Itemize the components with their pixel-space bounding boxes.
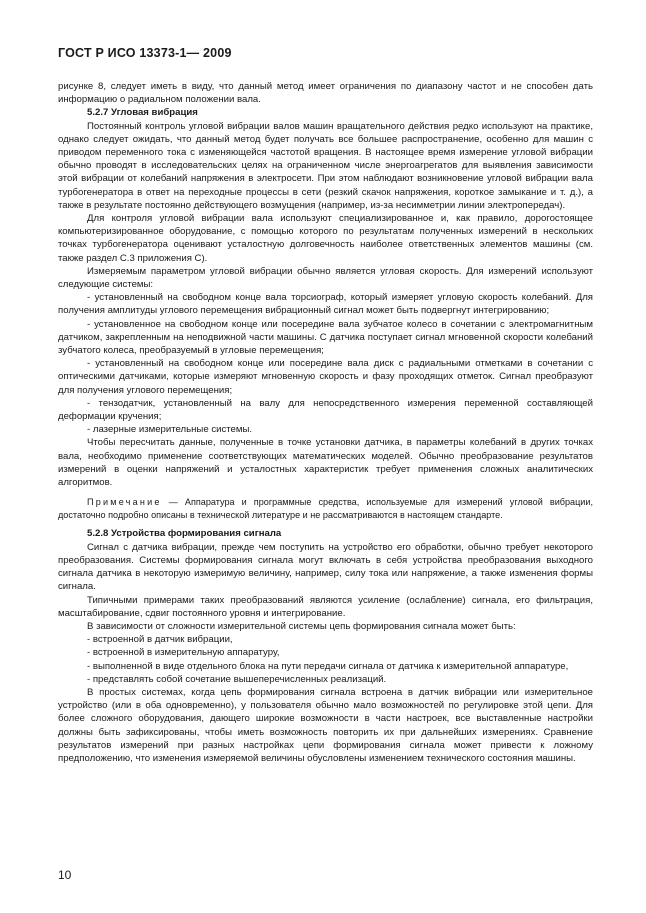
list-item: - выполненной в виде отдельного блока на пути передачи сигнала от датчика к измерительной аппаратуре,	[87, 660, 569, 672]
list-item: - лазерные измерительные системы.	[87, 424, 253, 436]
section-heading-5-2-7: 5.2.7 Угловая вибрация	[87, 107, 198, 119]
note-text: — Аппаратура и программные средства, используемые для измерений угловой вибрации, достаточно подробно описаны в технической литературе и не рассматриваются в настоящем стандарте.	[58, 497, 593, 520]
paragraph: Измеряемым параметром угловой вибрации обычно является угловая скорость. Для измерений используют следующие системы:	[58, 265, 593, 291]
list-item: - встроенной в измерительную аппаратуру,	[87, 647, 280, 659]
section-heading-5-2-8: 5.2.8 Устройства формирования сигнала	[87, 528, 282, 540]
list-item: - тензодатчик, установленный на валу для непосредственного измерения переменной составляющей деформации кручения;	[58, 397, 593, 423]
paragraph: Чтобы пересчитать данные, полученные в точке установки датчика, в параметры колебаний в других точках вала, необходимо применение соответствующих математических моделей. Обычно преобразование результатов измерений в оценки напряжений и усталостных характеристик требует применения сложных аналитических алгоритмов.	[58, 437, 593, 489]
paragraph: В зависимости от сложности измерительной системы цепь формирования сигнала может быть:	[87, 620, 516, 632]
page-number: 10	[58, 868, 72, 882]
paragraph: рисунке 8, следует иметь в виду, что данный метод имеет ограничения по диапазону частот и не способен дать информацию о радиальном положении вала.	[58, 81, 593, 106]
paragraph: Постоянный контроль угловой вибрации валов машин вращательного действия редко используют на практике, однако следует ожидать, что данный метод будет получать все большее распространение, особенно для машин с приводом переменного тока с изменяющейся частотой вращения. В настоящее время измерение угловой вибрации обычно проводят в исследовательских целях на ограниченном числе энергоагрегатов для выявления зависимости этой вибрации от колебаний напряжения в электросети. При этом наблюдают возникновение угловой вибрации вала турбогенератора в ответ на переходные процессы в сети (резкий скачок напряжения, короткое замыкание и т. д.), а также в результате постоянно действующего возмущения (например, из-за несимметрии линии электропередач).	[58, 120, 593, 211]
document-header: ГОСТ Р ИСО 13373-1— 2009	[58, 46, 232, 60]
list-item: - представлять собой сочетание вышеперечисленных реализаций.	[87, 673, 387, 685]
paragraph: В простых системах, когда цепь формирования сигнала встроена в датчик вибрации или измерительное устройство (или в оба одновременно), у пользователя обычно мало возможностей по регулировке этой цепи. Для более сложного оборудования, дающего широкие возможности в части настроек, все выставленные настройки должны быть зафиксированы, чтобы иметь возможность повторить их при дальнейших измерениях. Сравнение результатов измерений при разных настройках цепи формирования сигнала может привести к ложному предположению, что изменения измеряемой величины обусловлены изменением технического состояния машины.	[58, 686, 593, 764]
paragraph: Сигнал с датчика вибрации, прежде чем поступить на устройство его обработки, обычно требует некоторого преобразования. Системы формирования сигнала могут включать в себя устройства преобразования выходного сигнала датчика в некоторую измеримую величину, например, силу тока или напряжение, а также изменения формы сигнала.	[58, 541, 593, 593]
list-item: - встроенной в датчик вибрации,	[87, 634, 233, 646]
list-item: - установленный на свободном конце или посередине вала диск с радиальными отметками в сочетании с оптическими датчиками, которые измеряют мгновенную скорость и фазу проходящих отметок. Сигнал преобразуют для получения углового перемещения;	[58, 358, 593, 396]
list-item: - установленное на свободном конце или посередине вала зубчатое колесо в сочетании с электромагнитным датчиком, закрепленным на неподвижной части машины. С датчика поступает сигнал мгновенной скорости колебаний зубчатого колеса, преобразуемый в угловые перемещения;	[58, 318, 593, 357]
list-item: - установленный на свободном конце вала торсиограф, который измеряет угловую скорость колебаний. Для получения амплитуды углового перемещения вибрационный сигнал может быть подвергнут интегрированию;	[58, 292, 593, 317]
paragraph: Типичными примерами таких преобразований являются усиление (ослабление) сигнала, его фильтрация, масштабирование, сдвиг постоянного уровня и интегрирование.	[58, 594, 593, 619]
note	[58, 496, 593, 521]
paragraph: Для контроля угловой вибрации вала используют специализированное и, как правило, дорогостоящее компьютеризированное оборудование, с помощью которого по результатам полученных измерений в нескольких точках турбогенератора оценивают усталостную долговечность наиболее ответственных элементов машины (см. также раздел С.3 приложения С).	[58, 213, 593, 264]
page-body	[58, 80, 593, 765]
note-label: Примечание	[87, 497, 162, 508]
